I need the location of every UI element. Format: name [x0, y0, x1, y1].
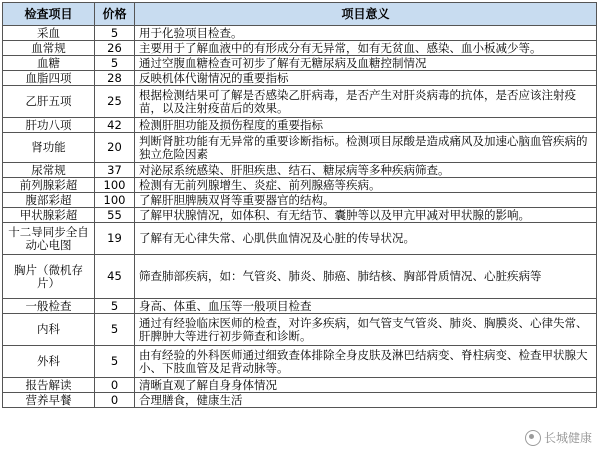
row-desc: 主要用于了解血液中的有形成分有无异常，如有无贫血、感染、血小板减少等。 [135, 41, 597, 56]
row-name: 血常规 [3, 41, 95, 56]
table-row [3, 208, 597, 223]
row-name: 血脂四项 [3, 71, 95, 86]
table-row [3, 314, 597, 346]
table-row [3, 56, 597, 71]
row-desc: 判断肾脏功能有无异常的重要诊断指标。检测项目尿酸是造成痛风及加速心脑血管疾病的独立危险因素 [135, 133, 597, 163]
row-name: 尿常规 [3, 163, 95, 178]
row-desc: 检测有无前列腺增生、炎症、前列腺癌等疾病。 [135, 178, 597, 193]
row-price: 42 [95, 118, 135, 133]
row-desc: 用于化验项目检查。 [135, 26, 597, 41]
row-name: 肝功八项 [3, 118, 95, 133]
row-desc: 合理膳食，健康生活 [135, 393, 597, 408]
table-row [3, 133, 597, 163]
row-price: 19 [95, 223, 135, 255]
row-price: 37 [95, 163, 135, 178]
row-desc: 检测肝胆功能及损伤程度的重要指标 [135, 118, 597, 133]
row-price: 5 [95, 56, 135, 71]
row-price: 55 [95, 208, 135, 223]
row-desc: 反映机体代谢情况的重要指标 [135, 71, 597, 86]
row-name: 乙肝五项 [3, 86, 95, 118]
header-price: 价格 [95, 3, 135, 26]
table-row [3, 163, 597, 178]
watermark-text: 长城健康 [543, 431, 592, 445]
row-price: 0 [95, 378, 135, 393]
header-item: 检查项目 [3, 3, 95, 26]
row-price: 28 [95, 71, 135, 86]
header-meaning: 项目意义 [135, 3, 597, 26]
row-price: 5 [95, 299, 135, 314]
row-price: 45 [95, 255, 135, 299]
row-name: 甲状腺彩超 [3, 208, 95, 223]
row-desc: 通过空腹血糖检查可初步了解有无糖尿病及血糖控制情况 [135, 56, 597, 71]
row-name: 前列腺彩超 [3, 178, 95, 193]
table-row [3, 393, 597, 408]
row-desc: 对泌尿系统感染、肝胆疾患、结石、糖尿病等多种疾病筛查。 [135, 163, 597, 178]
row-price: 0 [95, 393, 135, 408]
table-row [3, 71, 597, 86]
row-name: 肾功能 [3, 133, 95, 163]
row-desc: 由有经验的外科医师通过细致查体排除全身皮肤及淋巴结病变、脊柱病变、检查甲状腺大小、下肢血管及足背动脉等。 [135, 346, 597, 378]
table-row [3, 41, 597, 56]
row-price: 100 [95, 193, 135, 208]
row-name: 外科 [3, 346, 95, 378]
row-name: 胸片（微机存片） [3, 255, 95, 299]
row-desc: 清晰直观了解自身身体情况 [135, 378, 597, 393]
row-price: 5 [95, 346, 135, 378]
row-price: 20 [95, 133, 135, 163]
row-price: 100 [95, 178, 135, 193]
row-desc: 了解有无心律失常、心肌供血情况及心脏的传导状况。 [135, 223, 597, 255]
row-name: 报告解读 [3, 378, 95, 393]
table-row [3, 178, 597, 193]
row-name: 血糖 [3, 56, 95, 71]
row-name: 腹部彩超 [3, 193, 95, 208]
table-row [3, 223, 597, 255]
table-row [3, 26, 597, 41]
row-name: 内科 [3, 314, 95, 346]
row-price: 5 [95, 26, 135, 41]
row-price: 26 [95, 41, 135, 56]
row-name: 一般检查 [3, 299, 95, 314]
table-row [3, 86, 597, 118]
row-desc: 了解肝胆脾胰双肾等重要器官的结构。 [135, 193, 597, 208]
row-price: 25 [95, 86, 135, 118]
row-desc: 了解甲状腺情况，如体积、有无结节、囊肿等以及甲亢甲减对甲状腺的影响。 [135, 208, 597, 223]
row-desc: 根据检测结果可了解是否感染乙肝病毒，是否产生对肝炎病毒的抗体，是否应该注射疫苗，以及注射疫苗后的效果。 [135, 86, 597, 118]
watermark-logo-icon [525, 430, 541, 446]
row-name: 采血 [3, 26, 95, 41]
row-name: 营养早餐 [3, 393, 95, 408]
row-name: 十二导同步全自动心电图 [3, 223, 95, 255]
table-row [3, 299, 597, 314]
exam-price-table [2, 2, 597, 408]
table-row [3, 118, 597, 133]
row-desc: 筛查肺部疾病，如：气管炎、肺炎、肺癌、肺结核、胸部骨质情况、心脏疾病等 [135, 255, 597, 299]
row-desc: 身高、体重、血压等一般项目检查 [135, 299, 597, 314]
row-desc: 通过有经验临床医师的检查，对许多疾病，如气管支气管炎、肺炎、胸膜炎、心律失常、肝脾肿大等进行初步筛查和诊断。 [135, 314, 597, 346]
table-row [3, 378, 597, 393]
watermark [525, 429, 592, 446]
table-row [3, 346, 597, 378]
table-header-row [3, 3, 597, 26]
table-row [3, 255, 597, 299]
table-row [3, 193, 597, 208]
row-price: 5 [95, 314, 135, 346]
